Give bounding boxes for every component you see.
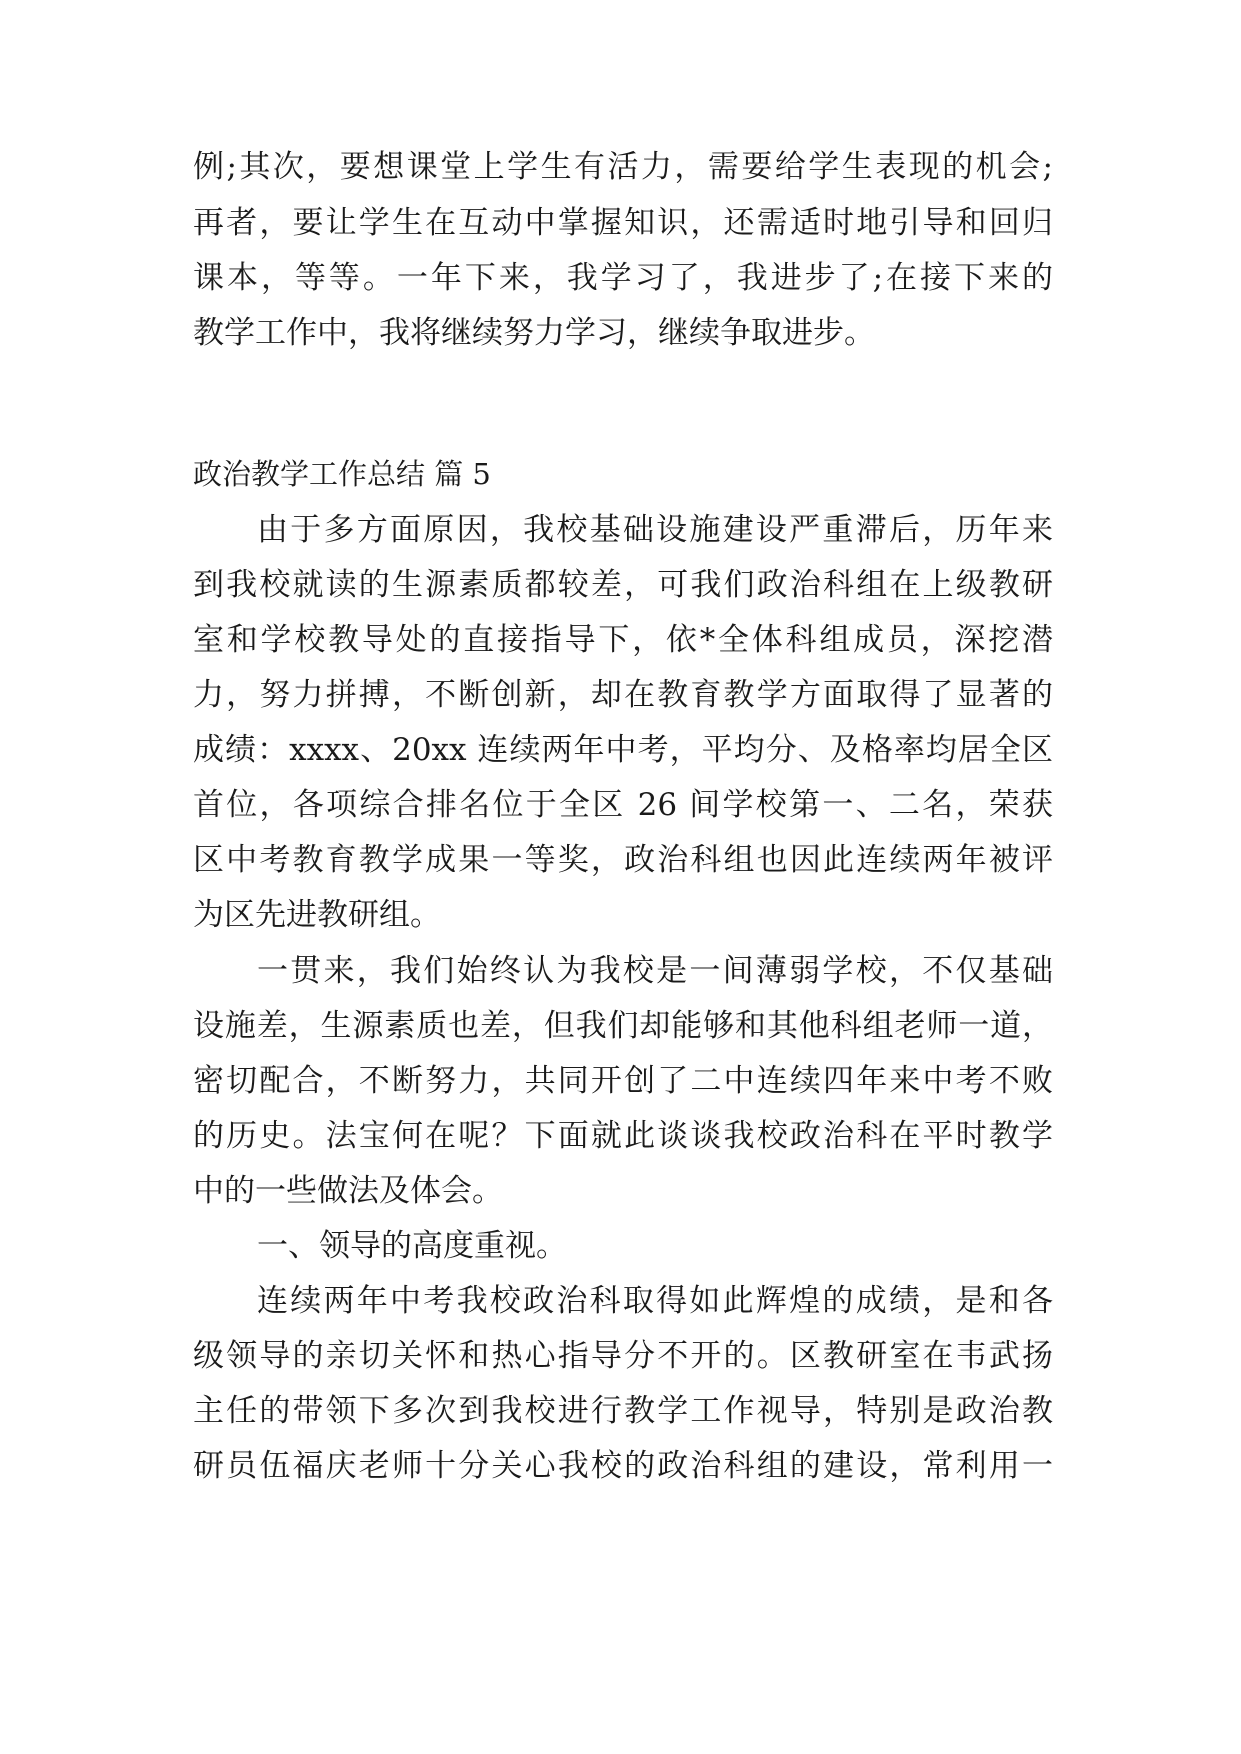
text-line: 区中考教育教学成果一等奖，政治科组也因此连续两年被评 [193, 842, 1053, 878]
text-line: 中的一些做法及体会。 [193, 1173, 503, 1209]
text-line: 再者，要让学生在互动中掌握知识，还需适时地引导和回归 [193, 205, 1053, 241]
paragraph-first-line: 由于多方面原因，我校基础设施建设严重滞后，历年来 [257, 512, 1053, 548]
text-line: 为区先进教研组。 [193, 897, 441, 933]
text-line: 室和学校教导处的直接指导下，依*全体科组成员，深挖潜 [193, 622, 1053, 658]
text-line: 成绩：xxxx、20xx 连续两年中考，平均分、及格率均居全区 [193, 732, 1053, 768]
paragraph-first-line: 一贯来，我们始终认为我校是一间薄弱学校，不仅基础 [257, 953, 1053, 989]
paragraph-first-line: 连续两年中考我校政治科取得如此辉煌的成绩，是和各 [257, 1283, 1053, 1319]
text-line: 设施差，生源素质也差，但我们却能够和其他科组老师一道， [193, 1008, 1053, 1044]
text-line: 的历史。法宝何在呢？下面就此谈谈我校政治科在平时教学 [193, 1118, 1053, 1154]
text-line: 教学工作中，我将继续努力学习，继续争取进步。 [193, 315, 875, 351]
text-line: 力，努力拼搏，不断创新，却在教育教学方面取得了显著的 [193, 677, 1053, 713]
section-subheading: 一、领导的高度重视。 [257, 1228, 567, 1264]
text-line: 级领导的亲切关怀和热心指导分不开的。区教研室在韦武扬 [193, 1338, 1053, 1374]
text-line: 主任的带领下多次到我校进行教学工作视导，特别是政治教 [193, 1393, 1053, 1429]
section-heading: 政治教学工作总结 篇 5 [193, 457, 491, 491]
text-line: 例;其次，要想课堂上学生有活力，需要给学生表现的机会; [193, 149, 1053, 185]
text-line: 研员伍福庆老师十分关心我校的政治科组的建设，常利用一 [193, 1448, 1053, 1484]
text-line: 首位，各项综合排名位于全区 26 间学校第一、二名，荣获 [193, 787, 1053, 823]
text-line: 课本，等等。一年下来，我学习了，我进步了;在接下来的 [193, 260, 1053, 296]
text-line: 到我校就读的生源素质都较差，可我们政治科组在上级教研 [193, 567, 1053, 603]
text-line: 密切配合，不断努力，共同开创了二中连续四年来中考不败 [193, 1063, 1053, 1099]
